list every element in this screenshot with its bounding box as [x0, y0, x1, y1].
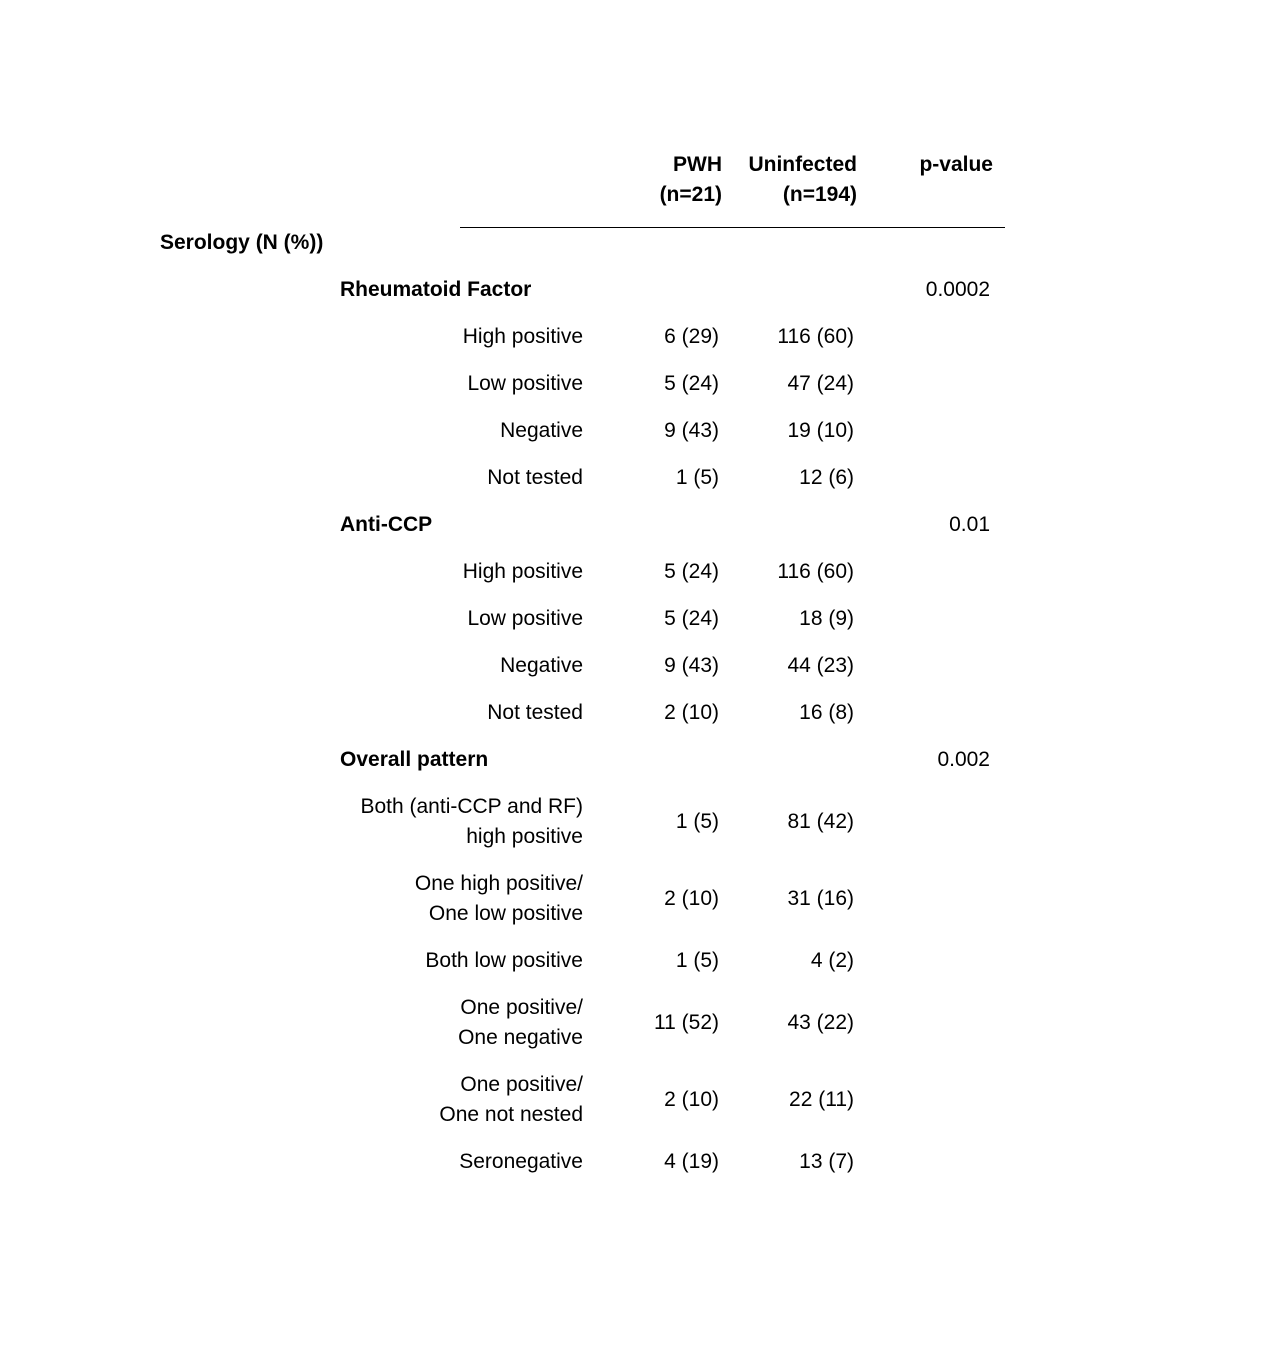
row-label-line: Not tested [487, 466, 583, 489]
row-label-line: One high positive/ [414, 872, 583, 895]
row-label-line: One low positive [428, 902, 583, 925]
cell-uninfected: 18 (9) [799, 607, 854, 630]
cell-uninfected: 12 (6) [799, 466, 854, 489]
column-header-pwh-n: (n=21) [659, 183, 722, 206]
row-label [330, 369, 583, 399]
cell-uninfected: 19 (10) [787, 419, 854, 442]
row-label-line: One positive/ [460, 1073, 583, 1096]
row-label-line: Negative [500, 419, 583, 442]
row-label-line: Seronegative [459, 1150, 583, 1173]
row-label [330, 993, 583, 1053]
column-header-uninfected-name: Uninfected [748, 153, 857, 176]
cell-uninfected: 43 (22) [787, 1011, 854, 1034]
group-label: Anti-CCP [340, 513, 433, 536]
cell-pwh: 1 (5) [675, 810, 719, 833]
group-p-value: 0.002 [937, 748, 990, 771]
row-label [330, 698, 583, 728]
row-label [330, 1147, 583, 1177]
row-label [330, 322, 583, 352]
cell-uninfected: 13 (7) [799, 1150, 854, 1173]
row-label-line: Negative [500, 654, 583, 677]
row-label-line: Low positive [467, 372, 583, 395]
column-header-pwh [640, 150, 722, 210]
cell-uninfected: 47 (24) [787, 372, 854, 395]
row-label [330, 869, 583, 929]
row-label-line: Both low positive [425, 949, 583, 972]
column-header-uninfected-n: (n=194) [782, 183, 857, 206]
cell-pwh: 11 (52) [654, 1011, 719, 1034]
column-header-uninfected [740, 150, 857, 210]
cell-pwh: 2 (10) [664, 1088, 719, 1111]
row-label [330, 604, 583, 634]
group-label: Rheumatoid Factor [340, 278, 532, 301]
row-label [330, 1070, 583, 1130]
cell-pwh: 5 (24) [664, 560, 719, 583]
cell-pwh: 6 (29) [664, 325, 719, 348]
group-p-value: 0.01 [949, 513, 990, 536]
row-label-line: Not tested [487, 701, 583, 724]
row-label-line: High positive [462, 325, 583, 348]
row-label [330, 792, 583, 852]
column-header-pwh-name: PWH [673, 153, 722, 176]
row-label-line: high positive [466, 825, 583, 848]
row-label-line: One negative [458, 1026, 583, 1049]
row-label [330, 557, 583, 587]
row-label [330, 651, 583, 681]
cell-pwh: 2 (10) [664, 887, 719, 910]
column-header-pvalue: p-value [919, 153, 993, 176]
cell-pwh: 4 (19) [664, 1150, 719, 1173]
row-label-line: Both (anti-CCP and RF) [360, 795, 583, 818]
group-label: Overall pattern [340, 748, 489, 771]
cell-pwh: 1 (5) [675, 466, 719, 489]
cell-uninfected: 44 (23) [787, 654, 854, 677]
cell-uninfected: 4 (2) [810, 949, 854, 972]
header-rule [460, 227, 1005, 228]
cell-pwh: 5 (24) [664, 372, 719, 395]
row-label-line: One not nested [439, 1103, 583, 1126]
section-title: Serology (N (%)) [160, 231, 324, 254]
cell-pwh: 2 (10) [664, 701, 719, 724]
cell-pwh: 9 (43) [664, 419, 719, 442]
cell-uninfected: 116 (60) [777, 560, 854, 583]
cell-uninfected: 22 (11) [789, 1088, 854, 1111]
row-label [330, 416, 583, 446]
cell-uninfected: 116 (60) [777, 325, 854, 348]
row-label-line: One positive/ [460, 996, 583, 1019]
cell-uninfected: 16 (8) [799, 701, 854, 724]
cell-uninfected: 31 (16) [787, 887, 854, 910]
row-label-line: Low positive [467, 607, 583, 630]
cell-pwh: 1 (5) [675, 949, 719, 972]
group-p-value: 0.0002 [925, 278, 990, 301]
row-label [330, 946, 583, 976]
row-label-line: High positive [462, 560, 583, 583]
cell-uninfected: 81 (42) [787, 810, 854, 833]
row-label [330, 463, 583, 493]
cell-pwh: 9 (43) [664, 654, 719, 677]
cell-pwh: 5 (24) [664, 607, 719, 630]
